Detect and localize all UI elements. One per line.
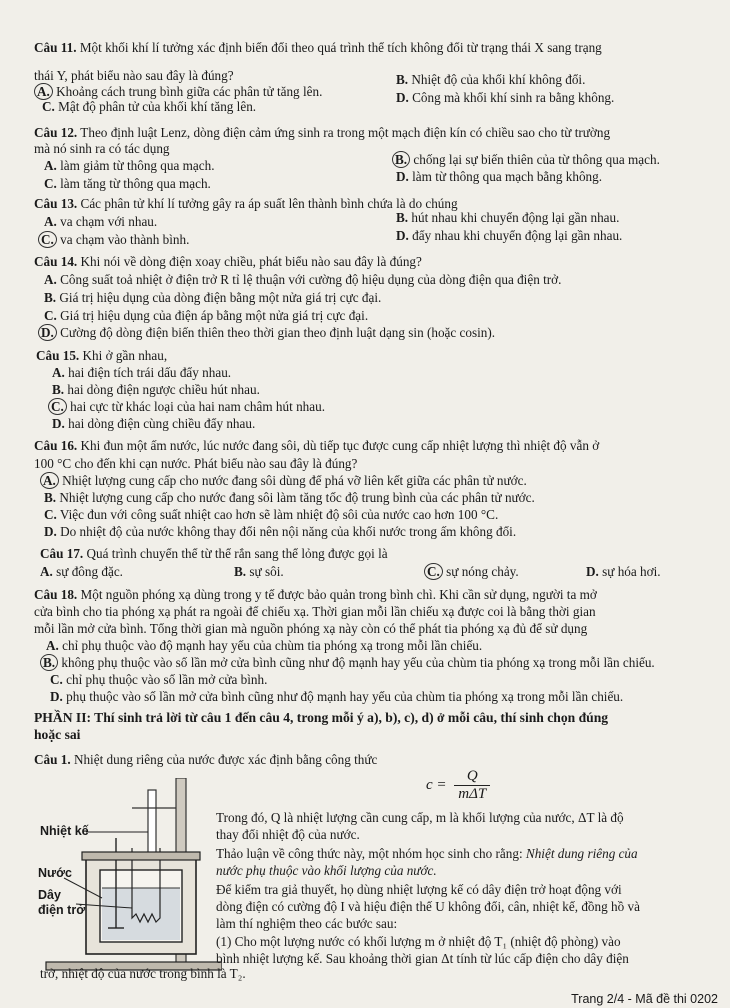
q15-option-a[interactable]: A. hai điện tích trái dấu đẩy nhau. — [52, 365, 232, 380]
label-wire-1: Dây — [38, 888, 61, 902]
q13-option-b[interactable]: B. hút nhau khi chuyển động lại gần nhau. — [396, 210, 620, 225]
q11-option-d[interactable]: D. Công mà khối khí sinh ra bằng không. — [396, 90, 615, 105]
p2q1-line1: Câu 1. Nhiệt dung riêng của nước được xác định bằng công thức — [34, 752, 378, 767]
vessel-lid — [82, 852, 200, 860]
q14-option-a[interactable]: A. Công suất toả nhiệt ở điện trở R tỉ lệ thuận với cường độ hiệu dụng của dòng điện qua điện trở. — [44, 272, 562, 287]
q12-line2: mà nó sinh ra có tác dụng — [34, 141, 170, 156]
specific-heat-formula: c = $\frac{Q}{\text{mΔT}}$ — [426, 768, 490, 803]
p2q1-text-6: dòng điện có cường độ I và hiệu điện thế U không đổi, cân, nhiệt kế, đồng hồ và — [216, 899, 640, 914]
part2-heading-2: hoặc sai — [34, 727, 81, 742]
q18-option-b[interactable]: B. không phụ thuộc vào số lần mở cửa bình cũng như độ mạnh hay yếu của chùm tia phóng xạ trong mỗi lần chiếu. — [44, 655, 655, 670]
p2q1-text-5: Để kiểm tra giả thuyết, họ dùng nhiệt lượng kế có dây điện trở hoạt động với — [216, 882, 622, 897]
q11-line1: Câu 11. Một khối khí lí tưởng xác định biến đổi theo quá trình thể tích không đổi từ trạng thái X sang trạng — [34, 40, 602, 55]
q18-option-a[interactable]: A. chỉ phụ thuộc vào độ mạnh hay yếu của chùm tia phóng xạ trong mỗi lần chiếu. — [46, 638, 483, 653]
q11-option-c[interactable]: C. Mật độ phân tử của khối khí tăng lên. — [42, 99, 257, 114]
q15-option-d[interactable]: D. hai dòng điện cùng chiều đẩy nhau. — [52, 416, 256, 431]
q16-option-a[interactable]: A. Nhiệt lượng cung cấp cho nước đang sôi dùng để phá vỡ liên kết giữa các phân tử nước. — [44, 473, 527, 488]
q18-option-d[interactable]: D. phụ thuộc vào số lần mở cửa bình cũng như độ mạnh hay yếu của chùm tia phóng xạ trong mỗi lần chiếu. — [50, 689, 624, 704]
q16-line2: 100 °C cho đến khi cạn nước. Phát biểu nào sau đây là đúng? — [34, 456, 358, 471]
q18-option-c[interactable]: C. chỉ phụ thuộc vào số lần mở cửa bình. — [50, 672, 268, 687]
q17-line1: Câu 17. Quá trình chuyển thể từ thể rắn sang thể lỏng được gọi là — [40, 546, 388, 561]
q14-option-c[interactable]: C. Giá trị hiệu dụng của điện áp bằng một nửa giá trị cực đại. — [44, 308, 369, 323]
label-wire-2: điện trở — [38, 903, 86, 917]
p2q1-text-8: (1) Cho một lượng nước có khối lượng m ở nhiệt độ T₁ (nhiệt độ phòng) vào — [216, 934, 621, 949]
q14-option-d[interactable]: D. Cường độ dòng điện biến thiên theo thời gian theo định luật dạng sin (hoặc cosin). — [42, 325, 495, 340]
q13-option-a[interactable]: A. va chạm với nhau. — [44, 214, 158, 229]
q13-option-c[interactable]: C. va chạm vào thành bình. — [42, 232, 189, 247]
q16-option-d[interactable]: D. Do nhiệt độ của nước không thay đổi nên nội năng của khối nước trong ấm không đổi. — [44, 524, 517, 539]
q11-option-a[interactable]: A. Khoảng cách trung bình giữa các phân tử tăng lên. — [38, 84, 322, 99]
q17-option-d[interactable]: D. sự hóa hơi. — [586, 564, 661, 579]
p2q1-text-4: nước phụ thuộc vào khối lượng của nước. — [216, 863, 437, 878]
p2q1-text-7: làm thí nghiệm theo các bước sau: — [216, 916, 398, 931]
q16-option-b[interactable]: B. Nhiệt lượng cung cấp cho nước đang sôi làm tăng tốc độ trung bình của các phân tử nước. — [44, 490, 535, 505]
q18-line1: Câu 18. Một nguồn phóng xạ dùng trong y tế được bảo quản trong bình chì. Khi cần sử dụng, người ta mở — [34, 587, 597, 602]
q12-option-c[interactable]: C. làm tăng từ thông qua mạch. — [44, 176, 211, 191]
p2q1-text-2: thay đổi nhiệt độ của nước. — [216, 827, 360, 842]
p2q1-text-10: trở, nhiệt độ của nước trong bình là T₂. — [40, 966, 246, 981]
q17-option-c[interactable]: C. sự nóng chảy. — [428, 564, 519, 579]
q11-option-b[interactable]: B. Nhiệt độ của khối khí không đổi. — [396, 72, 586, 87]
label-thermometer: Nhiệt kế — [40, 824, 89, 838]
q17-option-b[interactable]: B. sự sôi. — [234, 564, 284, 579]
q14-line1: Câu 14. Khi nói về dòng điện xoay chiều, phát biểu nào sau đây là đúng? — [34, 254, 422, 269]
q15-option-c[interactable]: C. hai cực từ khác loại của hai nam châm hút nhau. — [52, 399, 325, 414]
q18-line2: cửa bình cho tia phóng xạ phát ra ngoài để chiếu xạ. Thời gian mỗi lần chiếu xạ được coi là bằng thời gian — [34, 604, 596, 619]
part2-heading: PHẦN II: Thí sinh trả lời từ câu 1 đến câu 4, trong mỗi ý a), b), c), d) ở mỗi câu, thí sinh chọn đúng — [34, 710, 609, 725]
q12-line1: Câu 12. Theo định luật Lenz, dòng điện cảm ứng sinh ra trong một mạch điện kín có chiều sao cho từ trường — [34, 125, 611, 140]
p2q1-text-9: bình nhiệt lượng kế. Sau khoảng thời gian Δt tính từ lúc cấp điện cho dây điện — [216, 951, 629, 966]
q18-line3: mỗi lần mở cửa bình. Tổng thời gian mà nguồn phóng xạ này còn có thể phát tia phóng xạ đủ để sử dụng — [34, 621, 588, 636]
water — [102, 888, 180, 940]
q12-option-b[interactable]: B. chống lại sự biến thiên của từ thông qua mạch. — [396, 152, 660, 167]
q16-line1: Câu 16. Khi đun một ấm nước, lúc nước đang sôi, dù tiếp tục được cung cấp nhiệt lượng thì nhiệt độ vẫn ở — [34, 438, 600, 453]
q16-option-c[interactable]: C. Việc đun với công suất nhiệt cao hơn sẽ làm nhiệt độ sôi của nước cao hơn 100 °C. — [44, 507, 499, 522]
page-footer: Trang 2/4 - Mã đề thi 0202 — [571, 992, 718, 1006]
q14-option-b[interactable]: B. Giá trị hiệu dụng của dòng điện bằng một nửa giá trị cực đại. — [44, 290, 382, 305]
q15-line1: Câu 15. Khi ở gần nhau, — [36, 348, 168, 363]
label-water: Nước — [38, 866, 72, 880]
q12-option-d[interactable]: D. làm từ thông qua mạch bằng không. — [396, 169, 603, 184]
q13-option-d[interactable]: D. đẩy nhau khi chuyển động lại gần nhau. — [396, 228, 623, 243]
p2q1-text-1: Trong đó, Q là nhiệt lượng cần cung cấp, m là khối lượng của nước, ΔT là độ — [216, 810, 624, 825]
p2q1-text-3: Thảo luận về công thức này, một nhóm học sinh cho rằng: Nhiệt dung riêng của — [216, 846, 638, 861]
q12-option-a[interactable]: A. làm giảm từ thông qua mạch. — [44, 158, 215, 173]
q13-line1: Câu 13. Các phân tử khí lí tưởng gây ra áp suất lên thành bình chứa là do chúng — [34, 196, 458, 211]
q11-line2: thái Y, phát biểu nào sau đây là đúng? — [34, 68, 234, 83]
q15-option-b[interactable]: B. hai dòng điện ngược chiều hút nhau. — [52, 382, 260, 397]
q17-option-a[interactable]: A. sự đông đặc. — [40, 564, 123, 579]
